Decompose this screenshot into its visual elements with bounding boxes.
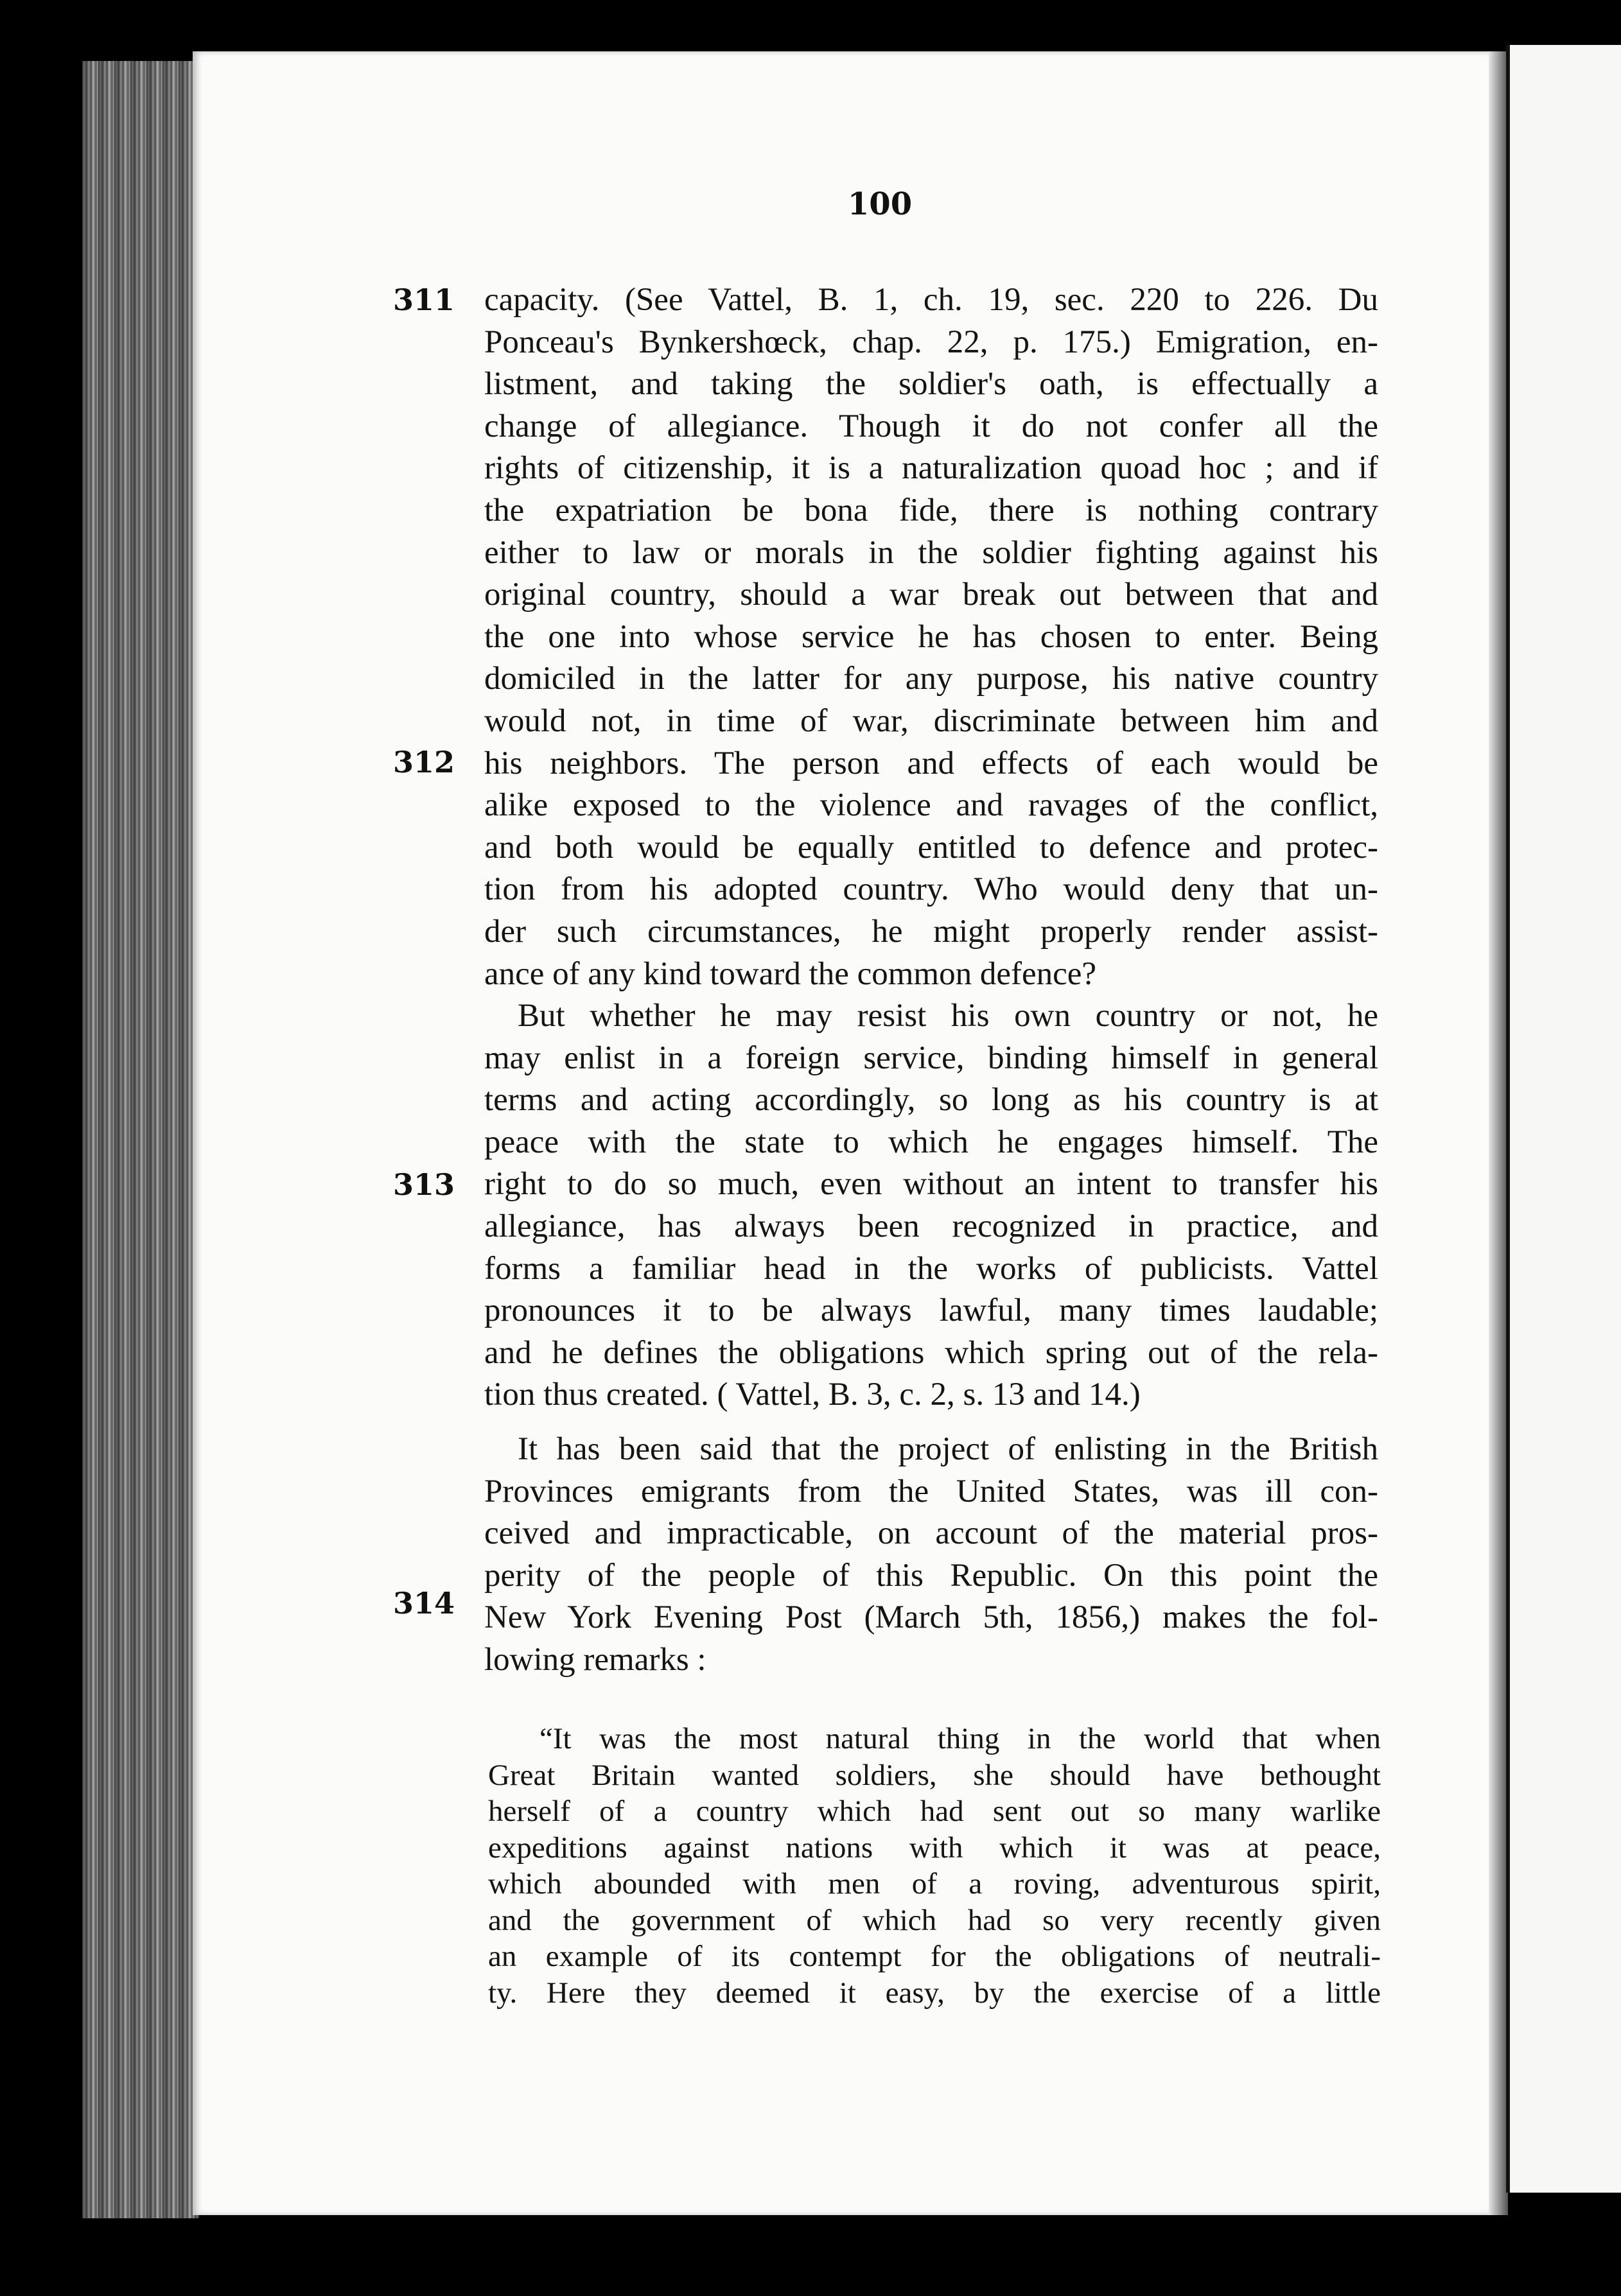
margin-note-314: 314 — [393, 1586, 455, 1621]
text-line: ceived and impracticable, on account of the material pros- — [484, 1515, 1378, 1552]
paragraph-2 — [484, 995, 1378, 1416]
gutter-shadow — [1489, 51, 1508, 2215]
text-line: New York Evening Post (March 5th, 1856,) makes the fol- — [484, 1599, 1378, 1636]
text-line: ty. Here they deemed it easy, by the exercise of a little — [488, 1976, 1381, 2010]
text-line: change of allegiance. Though it do not confer all the — [484, 408, 1378, 444]
text-line: listment, and taking the soldier's oath, is effectually a — [484, 366, 1378, 403]
text-line: which abounded with men of a roving, adventurous spirit, — [488, 1867, 1381, 1900]
text-line: and the government of which had so very recently given — [488, 1903, 1381, 1937]
text-line: But whether he may resist his own country or not, he — [518, 998, 1378, 1034]
text-line: It has been said that the project of enlisting in the British — [518, 1431, 1378, 1467]
margin-note-312: 312 — [393, 745, 455, 779]
text-line: peace with the state to which he engages himself. The — [484, 1124, 1378, 1160]
text-line: and both would be equally entitled to defence and protec- — [484, 829, 1378, 865]
text-line: allegiance, has always been recognized in practice, and — [484, 1208, 1378, 1244]
text-line: his neighbors. The person and effects of each would be — [484, 745, 1378, 781]
text-line: domiciled in the latter for any purpose, his native country — [484, 661, 1378, 697]
text-line: Ponceau's Bynkershœck, chap. 22, p. 175.) Emigration, en- — [484, 324, 1378, 360]
margin-note-311: 311 — [393, 283, 455, 317]
text-line: tion from his adopted country. Who would deny that un- — [484, 871, 1378, 908]
text-line: ance of any kind toward the common defence? — [484, 955, 1097, 992]
text-line: tion thus created. ( Vattel, B. 3, c. 2, s. 13 and 14.) — [484, 1377, 1141, 1413]
text-line: capacity. (See Vattel, B. 1, ch. 19, sec. 220 to 226. Du — [484, 282, 1378, 318]
text-line: Great Britain wanted soldiers, she should have bethought — [488, 1758, 1381, 1792]
margin-note-313: 313 — [393, 1167, 455, 1202]
text-line: the one into whose service he has chosen to enter. Being — [484, 618, 1378, 655]
text-line: herself of a country which had sent out so many warlike — [488, 1795, 1381, 1828]
text-line: and he defines the obligations which spring out of the rela- — [484, 1334, 1378, 1371]
adjacent-page-edge — [1506, 45, 1621, 2193]
text-line: an example of its contempt for the obligations of neutrali- — [488, 1940, 1381, 1973]
quotation-block — [488, 1721, 1381, 2011]
text-line: right to do so much, even without an intent to transfer his — [484, 1166, 1378, 1203]
text-line: perity of the people of this Republic. On this point the — [484, 1557, 1378, 1594]
text-line: alike exposed to the violence and ravages of the conflict, — [484, 787, 1378, 824]
paragraph-3 — [484, 1429, 1378, 1682]
text-line: may enlist in a foreign service, binding himself in general — [484, 1039, 1378, 1076]
text-line: would not, in time of war, discriminate between him and — [484, 702, 1378, 739]
text-line: lowing remarks : — [484, 1641, 706, 1678]
text-line: original country, should a war break out between that and — [484, 577, 1378, 613]
text-line: terms and acting accordingly, so long as his country is at — [484, 1082, 1378, 1118]
paragraph-1 — [484, 279, 1378, 995]
text-line: pronounces it to be always lawful, many times laudable; — [484, 1292, 1378, 1329]
text-line: either to law or morals in the soldier fighting against his — [484, 534, 1378, 571]
text-line: der such circumstances, he might properly render assist- — [484, 913, 1378, 950]
text-line: forms a familiar head in the works of publicists. Vattel — [484, 1250, 1378, 1287]
text-line: rights of citizenship, it is a naturalization quoad hoc ; and if — [484, 450, 1378, 487]
text-line: Provinces emigrants from the United States, was ill con- — [484, 1473, 1378, 1509]
text-line: the expatriation be bona fide, there is nothing contrary — [484, 492, 1378, 528]
text-line: expeditions against nations with which it was at peace, — [488, 1831, 1381, 1865]
book-binding-edge — [82, 61, 199, 2218]
text-line: “It was the most natural thing in the world that when — [539, 1722, 1381, 1755]
page-number: 100 — [847, 186, 913, 222]
